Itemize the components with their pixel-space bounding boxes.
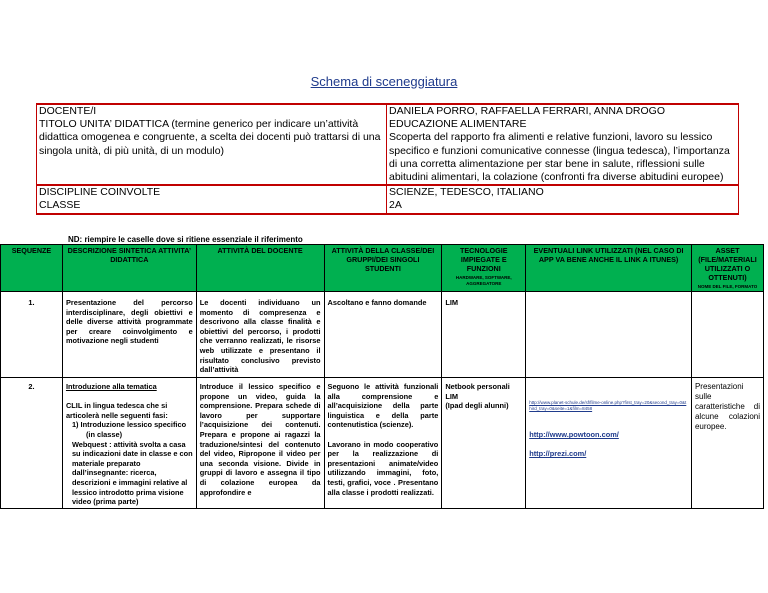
info-row-classe xyxy=(37,199,739,213)
desc-fase-1-note: (in classe) xyxy=(85,429,123,439)
row-attivita-docente: Introduce il lessico specifico e propone un video, guida la comprensione. Prepara schede di lavoro per supportare l’acquisizione dei contenuti. Prepara e propone ai ragazzi la traduzione/sintesi del contenuto del video, Ripropone il video per una seconda visione. Divide in gruppi di lavoro e assegna il tipo di colazione europea da approfondire e xyxy=(196,378,324,509)
docente-label: DOCENTE/I xyxy=(37,104,387,118)
classe-text-1: Seguono le attività funzionali alla comprensione e all’acquisizione della parte linguistica e della parte contenutistica (scienze). xyxy=(327,382,439,430)
seq-number: 2. xyxy=(1,378,63,509)
header-asset-label: ASSET (FILE/MATERIALI UTILIZZATI O OTTENUTI) xyxy=(698,246,757,282)
discipline-label: DISCIPLINE COINVOLTE xyxy=(37,185,387,199)
row-link xyxy=(526,292,692,378)
header-attivita-docente: ATTIVITÀ DEL DOCENTE xyxy=(196,245,324,292)
docente-value: DANIELA PORRO, RAFFAELLA FERRARI, ANNA DROGO xyxy=(387,104,739,118)
row-tecnologie xyxy=(442,378,526,509)
link-planet-schule[interactable]: http://www.planet-schule.de/sf/filme-online.php?first_tray=20&second_tray=0&third_tray=0&seite=1&film=8458 xyxy=(529,400,687,411)
info-table xyxy=(36,103,739,215)
header-descrizione: DESCRIZIONE SINTETICA ATTIVITA’ DIDATTICA xyxy=(62,245,196,292)
row-attivita-classe xyxy=(324,378,442,509)
row-asset xyxy=(691,292,763,378)
header-row xyxy=(1,245,764,292)
row-attivita-docente: Le docenti individuano un momento di compresenza e descrivono alla classe finalità e obiettivi del percorso, i prodotti che verranno realizzati, le risorse web utilizzate e presentano il risultato conclusivo previsto dall’attività xyxy=(196,292,324,378)
page-title: Schema di sceneggiatura xyxy=(310,74,458,89)
desc-fase-1: 1) Introduzione lessico specifico xyxy=(71,420,187,430)
header-tecnologie-label: TECNOLOGIE IMPIEGATE E FUNZIONI xyxy=(459,246,508,273)
info-row-docente xyxy=(37,104,739,118)
titolo-label: TITOLO UNITA’ DIDATTICA (termine generico per indicare un’attività didattica omogenea e congruente, a scelta dei docenti può trattarsi di una singola unità, di più unità, di un modulo) xyxy=(37,118,387,185)
header-link: EVENTUALI LINK UTILIZZATI (NEL CASO DI APP VA BENE ANCHE IL LINK A ITUNES) xyxy=(526,245,692,292)
instruction-note: ND: riempire le caselle dove si ritiene essenziale il riferimento xyxy=(68,235,303,244)
tec-lim: LIM xyxy=(445,391,459,401)
header-tecnologie xyxy=(442,245,526,292)
discipline-value: SCIENZE, TEDESCO, ITALIANO xyxy=(387,185,739,199)
titolo-value xyxy=(387,118,739,185)
tec-netbook: Netbook personali xyxy=(445,382,510,391)
header-attivita-classe: ATTIVITÀ DELLA CLASSE/DEI GRUPPI/DEI SINGOLI STUDENTI xyxy=(324,245,442,292)
desc-clil: CLIL in lingua tedesca che si articolerà nelle seguenti fasi: xyxy=(65,401,168,420)
classe-label: CLASSE xyxy=(37,199,387,213)
row-tecnologie: LIM xyxy=(442,292,526,378)
desc-title: Introduzione alla tematica xyxy=(65,382,157,391)
titolo-value-desc: Scoperta del rapporto fra alimenti e relative funzioni, lavoro su lessico specifico e funzioni comunicative connesse (lingua tedesca), l’importanza di una corretta alimentazione per star bene in salute, riflessioni sulle abitudini alimentari, la colazione (confronti fra diverse abitudini europee) xyxy=(389,131,730,184)
classe-value: 2A xyxy=(387,199,739,213)
row-descrizione xyxy=(62,378,196,509)
row-link xyxy=(526,378,692,509)
row-attivita-classe: Ascoltano e fanno domande xyxy=(324,292,442,378)
classe-text-2: Lavorano in modo cooperativo per la realizzazione di presentazioni animate/video utilizzando immagini, foto, testi, grafici, voce . Presentano alla classe i prodotti realizzati. xyxy=(327,439,439,497)
header-asset-note: NOME DEL FILE, FORMATO xyxy=(697,284,758,289)
row-asset: Presentazioni sulle caratteristiche di alcune colazioni europee. xyxy=(691,378,763,509)
link-powtoon[interactable]: http://www.powtoon.com/ xyxy=(529,430,619,440)
seq-number: 1. xyxy=(1,292,63,378)
table-row xyxy=(1,292,764,378)
screenplay-table xyxy=(0,244,764,509)
header-sequenze: SEQUENZE xyxy=(1,245,63,292)
header-tecnologie-note: HARDWARE, SOFTWARE, AGGREGATORE xyxy=(455,275,512,286)
header-asset xyxy=(691,245,763,292)
info-row-discipline xyxy=(37,185,739,199)
titolo-value-title: EDUCAZIONE ALIMENTARE xyxy=(389,118,527,131)
row-descrizione: Presentazione del percorso interdisciplinare, degli obiettivi e delle diverse attività programmate per creare coinvolgimento e motivazione negli studenti xyxy=(62,292,196,378)
tec-ipad: (Ipad degli alunni) xyxy=(445,401,509,411)
link-prezi[interactable]: http://prezi.com/ xyxy=(529,449,587,459)
table-row xyxy=(1,378,764,509)
desc-webquest: Webquest : attività svolta a casa su indicazioni date in classe e con materiale preparato dall’insegnante: ricerca, descrizioni e immagini relative al lessico introdotto prima visione video (prima parte) xyxy=(71,439,193,507)
info-row-titolo xyxy=(37,118,739,185)
